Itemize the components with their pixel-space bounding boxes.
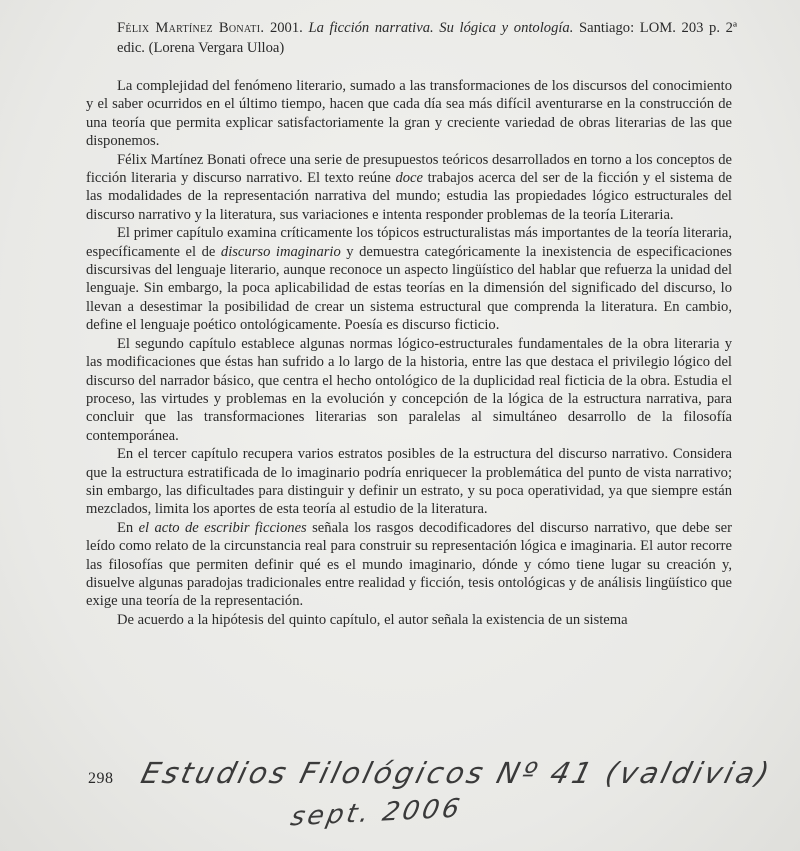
paragraph-3 bbox=[86, 224, 732, 334]
citation-publication-details: Santiago: LOM. 203 p. 2ª edic. (Lorena Vergara Ulloa) bbox=[117, 20, 737, 56]
text-segment: Félix Martínez Bonati ofrece una serie de presupuestos teóricos desarrollados en torno a los conceptos de ficción literaria y discurso narrativo. El texto reúne bbox=[86, 151, 732, 187]
page-footer bbox=[82, 756, 776, 846]
paragraph-5 bbox=[86, 445, 732, 519]
handwritten-date-note: sept. 2006 bbox=[288, 793, 465, 833]
page-number: 298 bbox=[88, 770, 114, 787]
paragraph-2 bbox=[86, 151, 732, 225]
citation-year: 2001. bbox=[269, 20, 303, 36]
text-segment: trabajos acerca del ser de la ficción y el sistema de las modalidades de la representación narrativa del mundo; estudia las propiedades lógico estructurales del discurso narrativo y la literatura, sus variaciones e intenta responder problemas de la teoría Literaria. bbox=[86, 170, 732, 223]
italic-phrase: doce bbox=[395, 170, 423, 187]
text-segment: La complejidad del fenómeno literario, sumado a las transformaciones de los discursos del conocimiento y el saber ocurridos en el último tiempo, hacen que cada día sea más difícil aventurarse en la construcción de una teoría que permita explicar satisfactoriamente la gran y creciente variedad de obras literarias de las que disponemos. bbox=[86, 78, 732, 150]
italic-phrase: el acto de escribir ficciones bbox=[138, 519, 307, 536]
citation-author: Félix Martínez Bonati. bbox=[117, 20, 265, 36]
paragraph-1 bbox=[86, 77, 732, 151]
italic-phrase: discurso imaginario bbox=[220, 243, 341, 260]
text-segment: En el tercer capítulo recupera varios estratos posibles de la estructura del discurso narrativo. Considera que la estructura estratificada de lo imaginario podría enriquecer la problemática del punto de vista narrativo; sin embargo, las dificultades para distinguir y definir un estrato, y su poca operatividad, ya que siempre están mezclados, limita los aportes de esta teoría al estudio de la literatura. bbox=[86, 446, 732, 518]
text-segment: El segundo capítulo establece algunas normas lógico-estructurales fundamentales de la obra literaria y las modificaciones que éstas han sufrido a lo largo de la historia, entre las que destaca el privilegio lógico del discurso del narrador básico, que centra el hecho ontológico de la duplicidad real ficticia de la obra. Estudia el proceso, las virtudes y problemas en la evolución y concepción de la lógica de la estructura narrativa, para concluir que las transformaciones literarias son paralelas al simultáneo desarrollo de la filosofía contemporánea. bbox=[86, 335, 732, 444]
text-segment: El primer capítulo examina críticamente los tópicos estructuralistas más importantes de la teoría literaria, específicamente el de bbox=[86, 225, 732, 260]
paragraph-6 bbox=[86, 519, 732, 611]
citation-book-title: La ficción narrativa. Su lógica y ontología. bbox=[308, 20, 574, 36]
review-citation bbox=[117, 18, 737, 58]
text-segment: señala los rasgos decodificadores del discurso narrativo, que debe ser leído como relato de la circunstancia real para construir su representación lógica e imaginaria. El autor recorre las filosofías que permiten definir qué es el mundo imaginario, dónde y cómo tiene lugar su creación y, disuelve algunas paradojas tradicionales entre realidad y ficción, tesis ontológicas y de análisis lingüístico que exige una teoría de la representación. bbox=[86, 519, 732, 610]
review-body bbox=[86, 77, 732, 629]
text-segment: De acuerdo a la hipótesis del quinto capítulo, el autor señala la existencia de un sistema bbox=[117, 611, 628, 628]
paragraph-7 bbox=[86, 611, 732, 629]
text-segment: En bbox=[117, 519, 139, 536]
handwritten-journal-note: Estudios Filológicos Nº 41 (valdivia) bbox=[137, 756, 776, 790]
text-segment: y demuestra categóricamente la inexistencia de especificaciones discursivas del lenguaje literario, aunque reconoce un aspecto lingüístico del hablar que refuerza la unidad del lenguaje. Sin embargo, la poca aplicabilidad de estas teorías en la dimensión del significado del discurso, lo llevan a desestimar la posibilidad de crear un sistema estructural que comprenda la literatura. En cambio, define el lenguaje poético ontológicamente. Poesía es discurso ficticio. bbox=[86, 243, 732, 334]
paragraph-4 bbox=[86, 335, 732, 445]
